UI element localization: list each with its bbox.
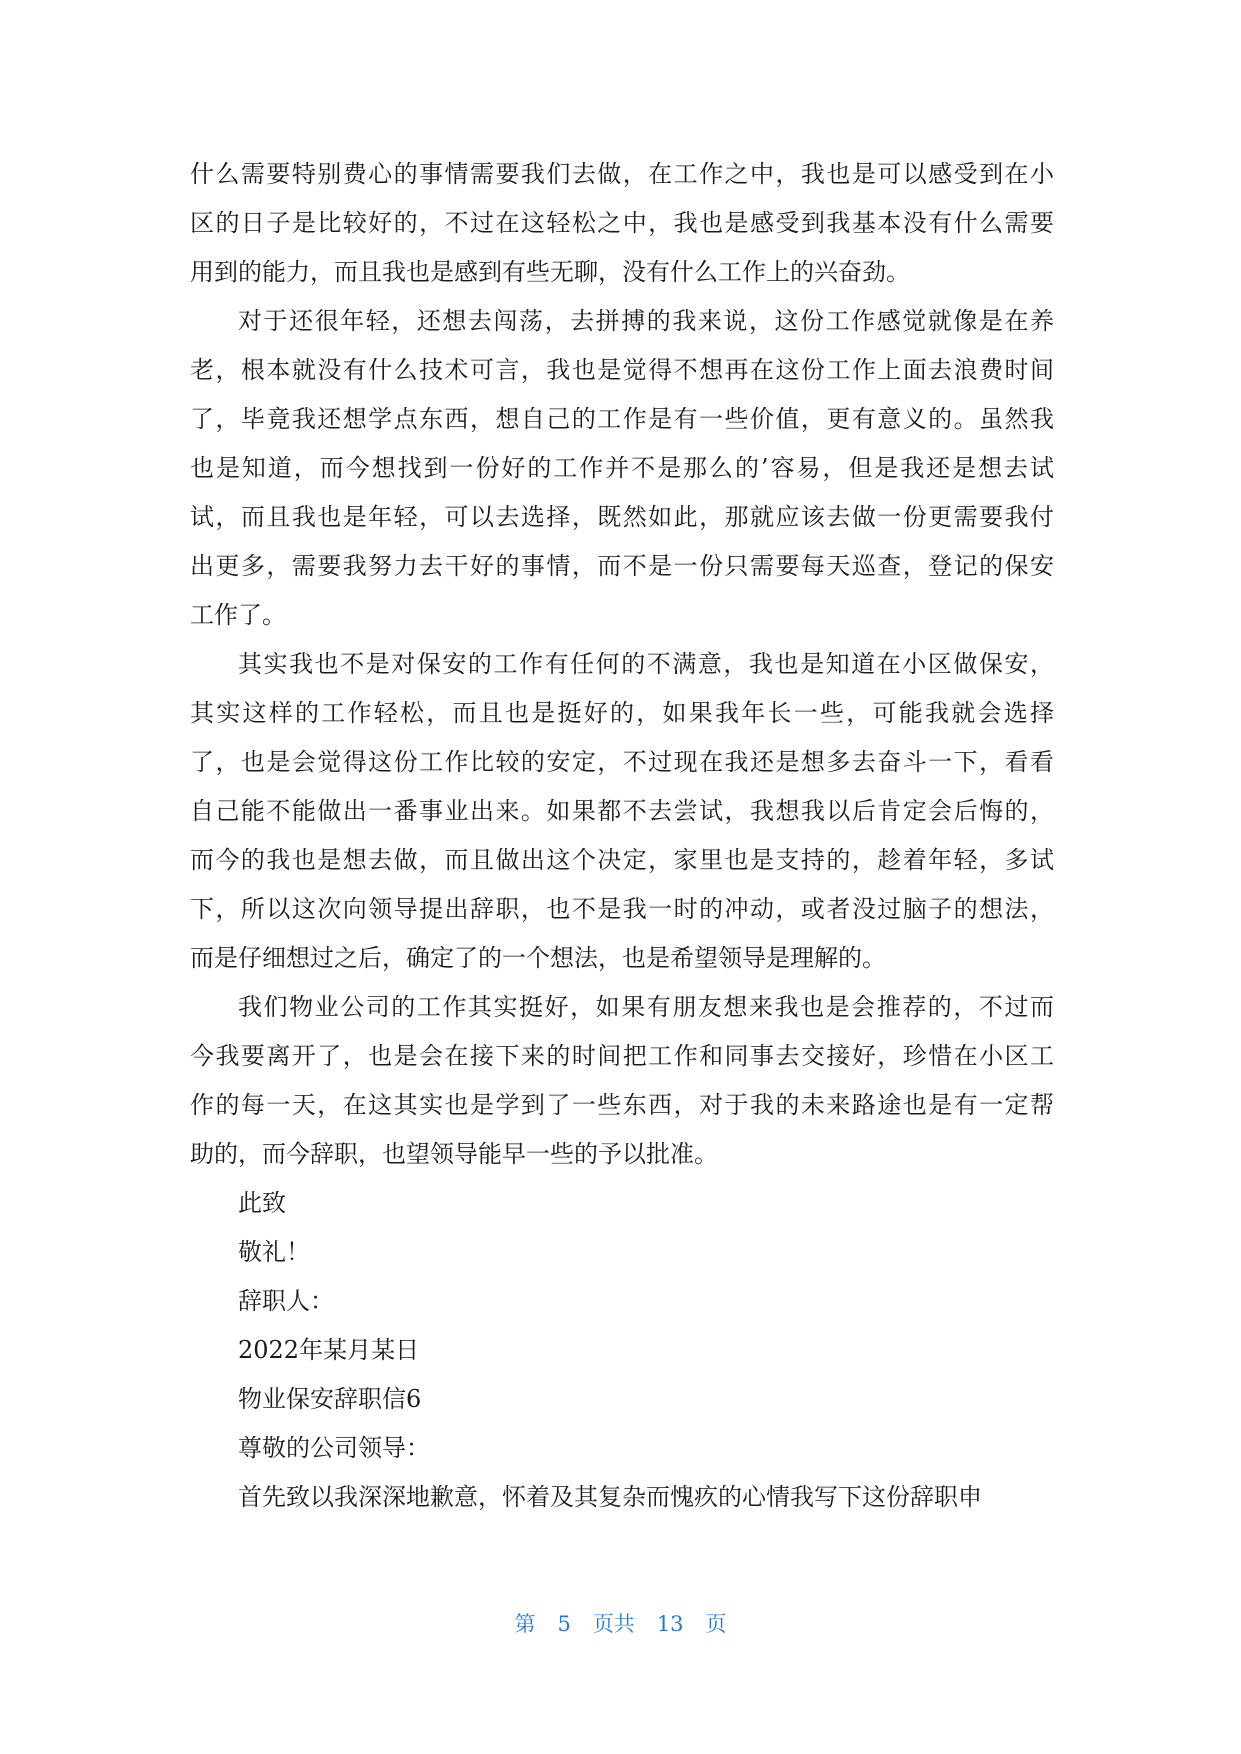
footer-middle: 页共: [592, 1612, 635, 1636]
document-body: [190, 150, 1054, 1522]
text-line: 了，毕竟我还想学点东西，想自己的工作是有一些价值，更有意义的。虽然我: [190, 405, 1054, 433]
text-line: 敬礼！: [238, 1238, 310, 1266]
text-line: 老，根本就没有什么技术可言，我也是觉得不想再在这份工作上面去浪费时间: [190, 356, 1054, 384]
footer-current-page: 5: [557, 1612, 571, 1636]
text-line: 助的，而今辞职，也望领导能早一些的予以批准。: [190, 1140, 718, 1168]
text-line: 辞职人：: [238, 1287, 334, 1315]
text-line: 尊敬的公司领导：: [238, 1434, 430, 1462]
text-line: 试，而且我也是年轻，可以去选择，既然如此，那就应该去做一份更需要我付: [190, 503, 1054, 531]
text-line: 我们物业公司的工作其实挺好，如果有朋友想来我也是会推荐的，不过而: [238, 993, 1054, 1021]
text-line: 首先致以我深深地歉意，怀着及其复杂而愧疚的心情我写下这份辞职申: [238, 1483, 982, 1511]
text-line: 而是仔细想过之后，确定了的一个想法，也是希望领导是理解的。: [190, 944, 886, 972]
page-footer: [0, 1608, 1241, 1638]
footer-suffix: 页: [705, 1612, 727, 1636]
text-line: 其实我也不是对保安的工作有任何的不满意，我也是知道在小区做保安，: [238, 650, 1054, 678]
text-line: 此致: [238, 1189, 286, 1217]
text-line: 对于还很年轻，还想去闯荡，去拼搏的我来说，这份工作感觉就像是在养: [238, 307, 1054, 335]
text-line: 2022年某月某日: [238, 1336, 420, 1364]
footer-total-pages: 13: [656, 1612, 684, 1636]
text-line: 下，所以这次向领导提出辞职，也不是我一时的冲动，或者没过脑子的想法，: [190, 895, 1054, 923]
footer-prefix: 第: [514, 1612, 536, 1636]
text-line: 也是知道，而今想找到一份好的工作并不是那么的’容易，但是我还是想去试: [190, 454, 1054, 482]
text-line: 什么需要特别费心的事情需要我们去做，在工作之中，我也是可以感受到在小: [190, 160, 1054, 188]
text-line: 而今的我也是想去做，而且做出这个决定，家里也是支持的，趁着年轻，多试: [190, 846, 1054, 874]
text-line: 了，也是会觉得这份工作比较的安定，不过现在我还是想多去奋斗一下，看看: [190, 748, 1054, 776]
text-line: 物业保安辞职信6: [238, 1385, 422, 1413]
text-line: 其实这样的工作轻松，而且也是挺好的，如果我年长一些，可能我就会选择: [190, 699, 1054, 727]
text-line: 今我要离开了，也是会在接下来的时间把工作和同事去交接好，珍惜在小区工: [190, 1042, 1054, 1070]
text-line: 工作了。: [190, 601, 286, 629]
text-line: 作的每一天，在这其实也是学到了一些东西，对于我的未来路途也是有一定帮: [190, 1091, 1054, 1119]
text-line: 区的日子是比较好的，不过在这轻松之中，我也是感受到我基本没有什么需要: [190, 209, 1054, 237]
text-line: 用到的能力，而且我也是感到有些无聊，没有什么工作上的兴奋劲。: [190, 258, 910, 286]
text-line: 自己能不能做出一番事业出来。如果都不去尝试，我想我以后肯定会后悔的，: [190, 797, 1054, 825]
text-line: 出更多，需要我努力去干好的事情，而不是一份只需要每天巡查，登记的保安: [190, 552, 1054, 580]
